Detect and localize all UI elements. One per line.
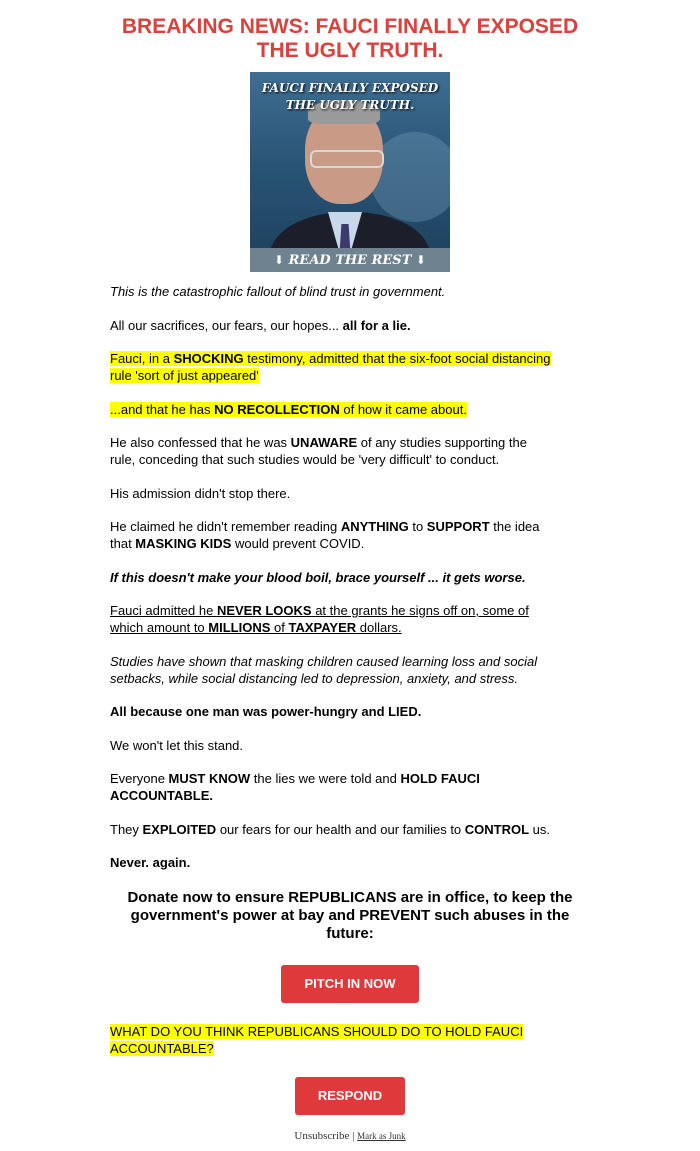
p14-e: us.: [529, 822, 551, 837]
arrow-down-icon: ⬇: [274, 253, 285, 267]
p3-a: Fauci, in a: [110, 351, 174, 366]
p7-e: the idea: [489, 519, 540, 534]
p5-b: UNAWARE: [290, 435, 358, 450]
p9-a: Fauci admitted he: [110, 603, 217, 618]
p10-line-1: Studies have shown that masking children caused learning loss and social: [110, 654, 538, 669]
pitch-in-now-button[interactable]: PITCH IN NOW: [281, 965, 419, 1003]
p3-d: rule 'sort of just appeared': [110, 368, 259, 383]
paragraph-10: [110, 653, 590, 687]
headline-line-2: THE UGLY TRUTH.: [256, 39, 444, 62]
p14-d: CONTROL: [464, 822, 530, 837]
p10-line-2: setbacks, while social distancing led to depression, anxiety, and stress.: [110, 671, 519, 686]
p2-text: All our sacrifices, our fears, our hopes...: [110, 318, 343, 333]
hero-caption: [250, 80, 450, 114]
paragraph-5: [110, 434, 590, 468]
p3-b: SHOCKING: [173, 351, 244, 366]
p4-c: of how it came about.: [339, 402, 467, 417]
p13-d: HOLD FAUCI: [400, 771, 480, 786]
p2-bold: all for a lie.: [342, 318, 411, 333]
footer-separator: |: [352, 1130, 355, 1142]
p9-d: which amount to: [110, 620, 209, 635]
p7-c: to: [408, 519, 427, 534]
paragraph-11: [110, 703, 590, 720]
cta-line-3: future:: [326, 925, 374, 942]
read-the-rest-label: READ THE REST: [288, 253, 412, 268]
respond-button[interactable]: RESPOND: [295, 1077, 405, 1115]
question-line-1: WHAT DO YOU THINK REPUBLICANS SHOULD DO TO HOLD FAUCI: [110, 1024, 524, 1039]
p5-c: of any studies supporting the: [357, 435, 527, 450]
paragraph-4: [110, 401, 590, 418]
paragraph-13: [110, 770, 590, 804]
question-link[interactable]: [110, 1023, 590, 1057]
p7-b: ANYTHING: [340, 519, 409, 534]
p15-text: Never. again.: [110, 855, 191, 870]
p7-d: SUPPORT: [426, 519, 490, 534]
p13-c: the lies we were told and: [250, 771, 401, 786]
mark-as-junk-link[interactable]: Mark as Junk: [357, 1131, 406, 1141]
hero-image[interactable]: [250, 72, 450, 272]
headline-line-1: BREAKING NEWS: FAUCI FINALLY EXPOSED: [121, 15, 579, 38]
portrait-glasses: [310, 150, 384, 168]
p5-d: rule, conceding that such studies would be 'very difficult' to conduct.: [110, 452, 500, 467]
paragraph-2: [110, 317, 590, 334]
cta-line-2: government's power at bay and PREVENT such abuses in the: [130, 907, 570, 924]
paragraph-3: [110, 350, 590, 384]
paragraph-6: His admission didn't stop there.: [110, 486, 291, 501]
cta-line-1: Donate now to ensure REPUBLICANS are in office, to keep the: [127, 889, 573, 906]
donate-call-to-action: [110, 889, 590, 943]
p9-c: at the grants he signs off on, some of: [311, 603, 529, 618]
unsubscribe-link[interactable]: Unsubscribe: [294, 1130, 350, 1142]
headline: [110, 0, 590, 63]
paragraph-14: [110, 821, 590, 838]
p7-g: MASKING KIDS: [135, 536, 232, 551]
p13-e: ACCOUNTABLE.: [110, 788, 214, 803]
p7-h: would prevent COVID.: [231, 536, 365, 551]
p7-a: He claimed he didn't remember reading: [110, 519, 341, 534]
email-body: [110, 0, 590, 1142]
p13-a: Everyone: [110, 771, 169, 786]
p14-b: EXPLOITED: [142, 822, 217, 837]
paragraph-9-link[interactable]: [110, 602, 590, 636]
footer: [110, 1130, 590, 1142]
p4-a: ...and that he has: [110, 402, 215, 417]
p3-c: testimony, admitted that the six-foot social distancing: [243, 351, 551, 366]
p14-c: our fears for our health and our families to: [216, 822, 465, 837]
p9-b: NEVER LOOKS: [216, 603, 312, 618]
paragraph-1: This is the catastrophic fallout of blind trust in government.: [110, 284, 446, 299]
arrow-down-icon: ⬇: [415, 253, 426, 267]
p9-f: of: [270, 620, 289, 635]
p9-h: dollars.: [356, 620, 402, 635]
p4-b: NO RECOLLECTION: [214, 402, 340, 417]
p13-b: MUST KNOW: [168, 771, 251, 786]
p9-g: TAXPAYER: [288, 620, 357, 635]
p11-text: All because one man was power-hungry and LIED.: [110, 704, 422, 719]
p5-a: He also confessed that he was: [110, 435, 291, 450]
paragraph-7: [110, 518, 590, 552]
p14-a: They: [110, 822, 143, 837]
paragraph-8: [110, 569, 590, 586]
paragraph-12: We won't let this stand.: [110, 738, 244, 753]
hero-caption-line-2: THE UGLY TRUTH.: [285, 98, 415, 112]
hero-caption-line-1: FAUCI FINALLY EXPOSED: [261, 81, 439, 95]
read-the-rest-bar[interactable]: [250, 248, 450, 272]
p7-f: that: [110, 536, 136, 551]
p9-e: MILLIONS: [208, 620, 271, 635]
question-line-2: ACCOUNTABLE?: [110, 1041, 214, 1056]
p8-text: If this doesn't make your blood boil, brace yourself ... it gets worse.: [110, 570, 526, 585]
paragraph-15: [110, 854, 590, 871]
